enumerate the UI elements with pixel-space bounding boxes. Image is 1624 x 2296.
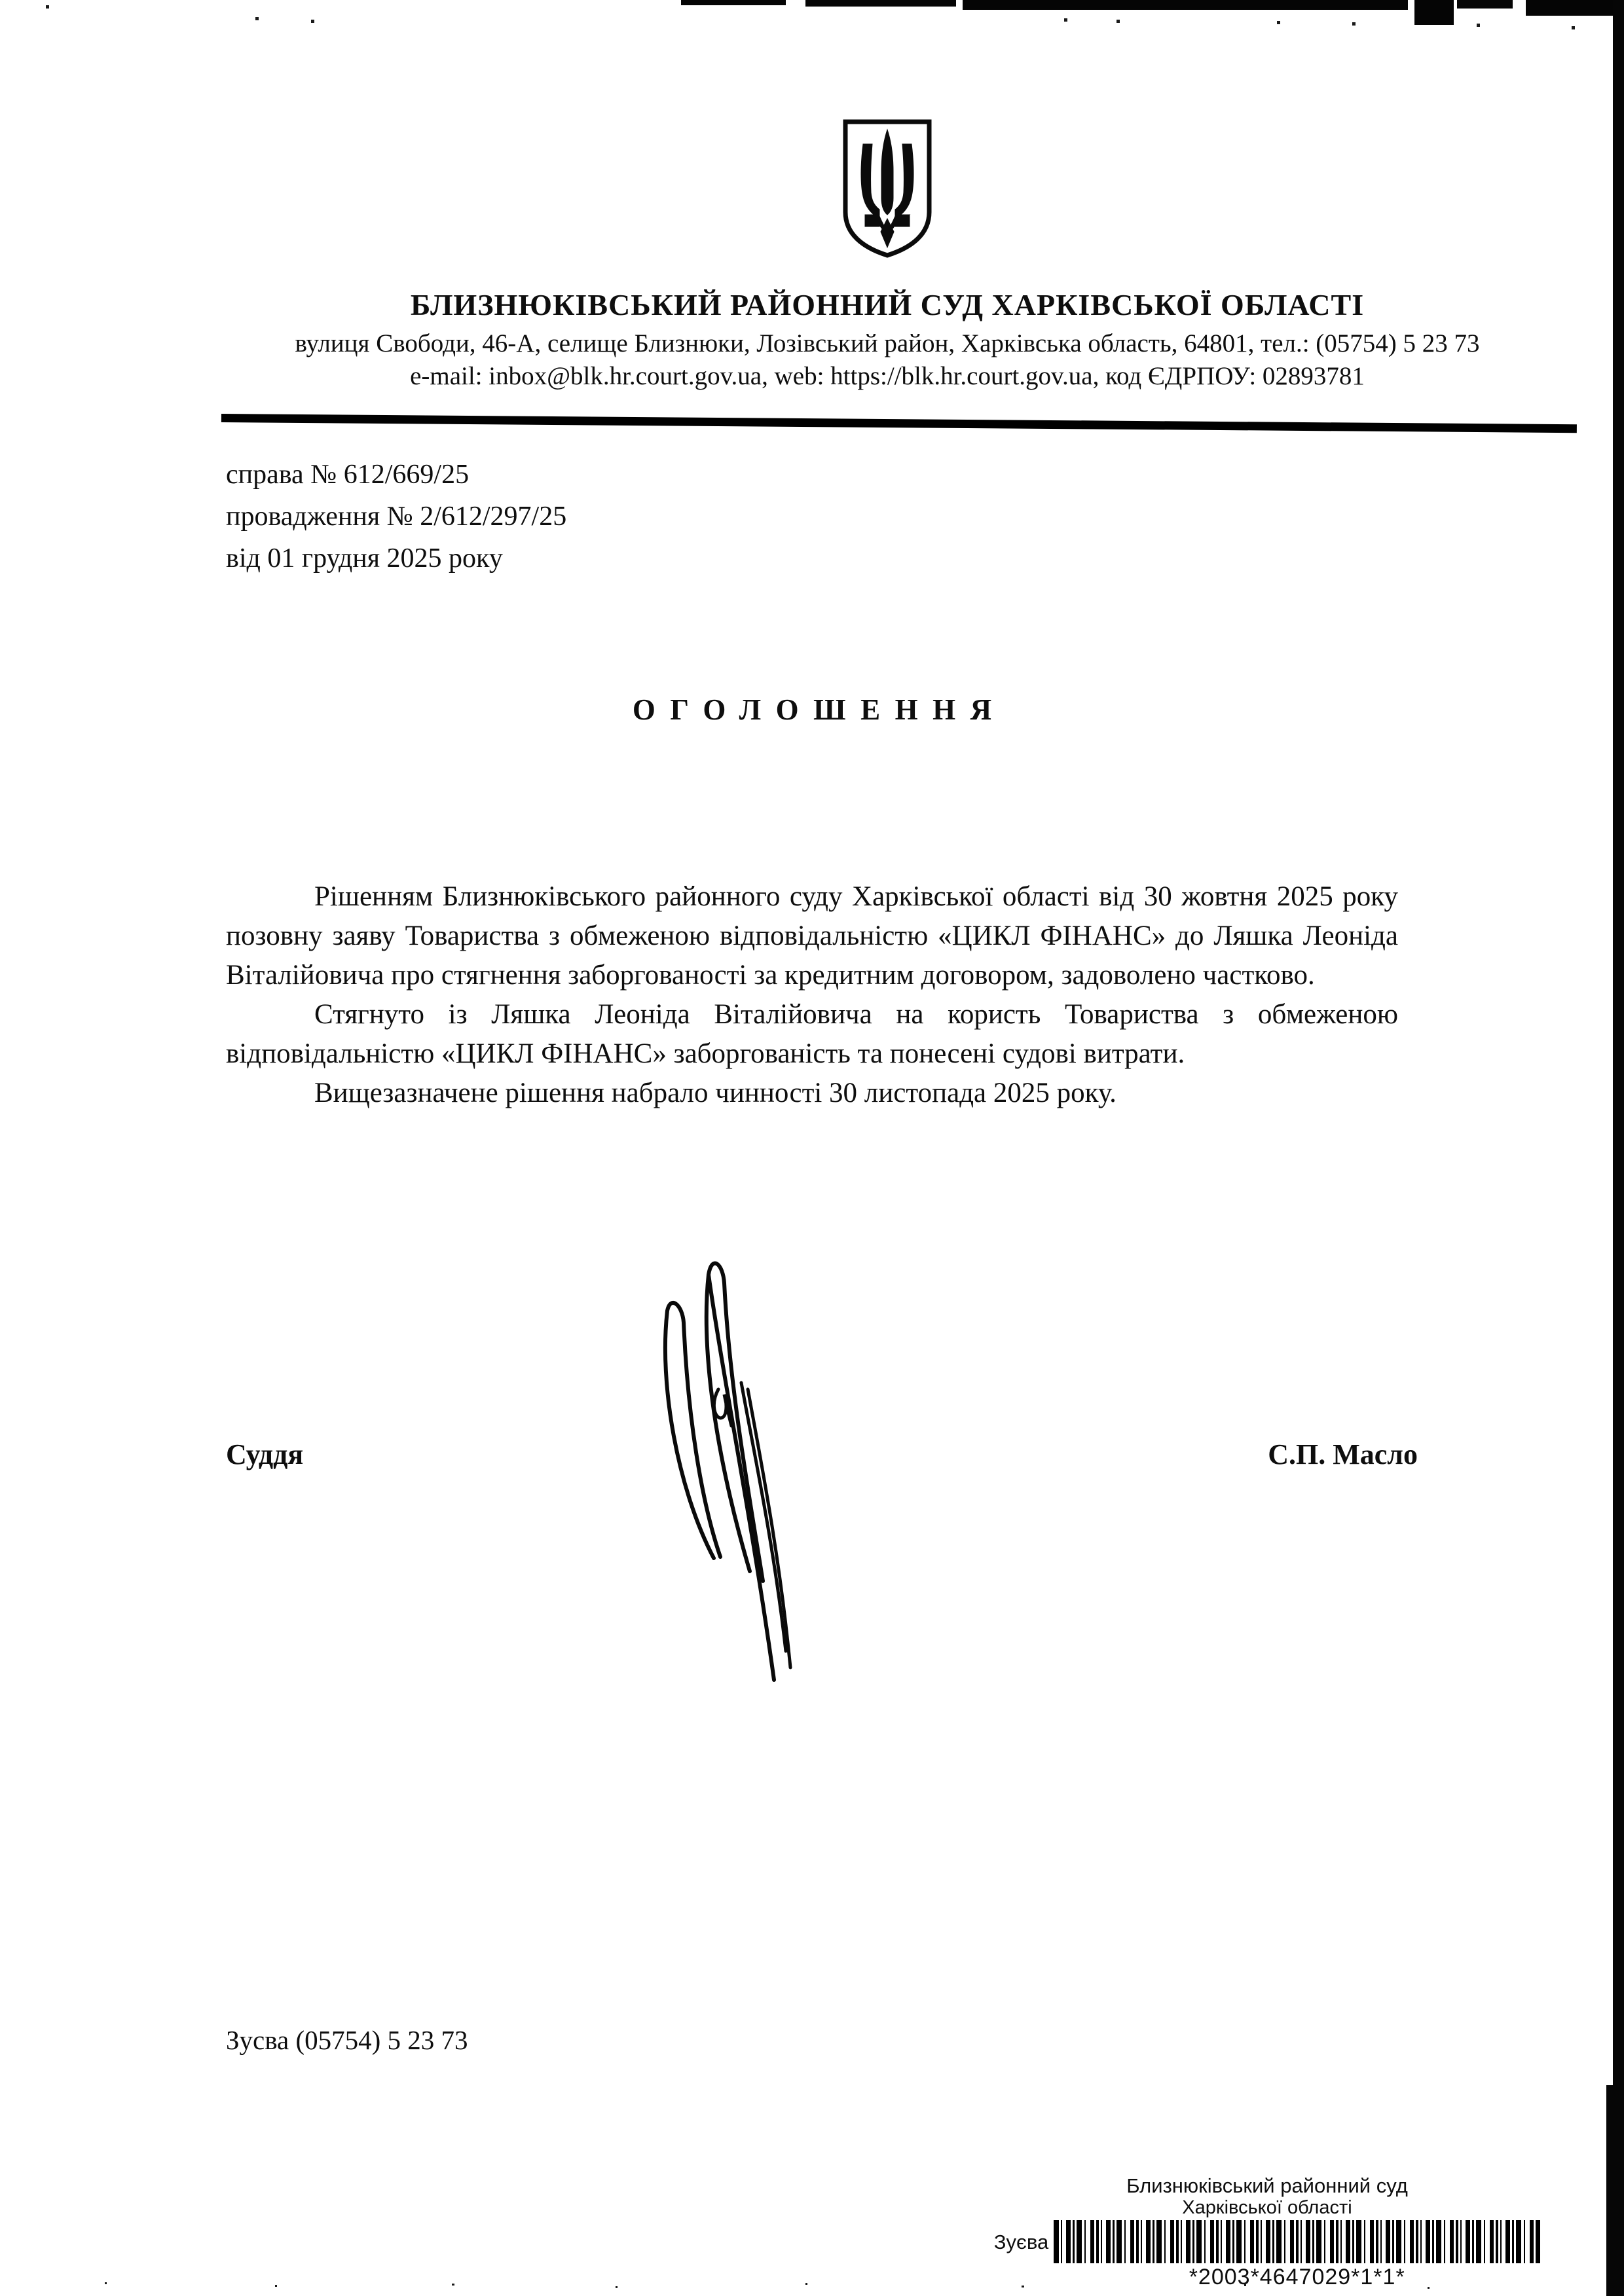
body-paragraph-recovery: Стягнуто із Ляшка Леоніда Віталійовича на користь Товариства з обмеженою відповідальністю «ЦИКЛ ФІНАНС» заборгованість та понесені судові витрати. [226,999,1398,1069]
court-address-line: вулиця Свободи, 46-А, селище Близнюки, Лозівський район, Харківська область, 64801, тел.: (05754) 5 23 73 [295,329,1480,357]
document-date-line: від 01 грудня 2025 року [226,543,503,574]
case-info-block [226,454,566,579]
court-name: БЛИЗНЮКІВСЬКИЙ РАЙОННИЙ СУД ХАРКІВСЬКОЇ ОБЛАСТІ [410,288,1365,321]
handwritten-signature-icon [602,1218,838,1715]
clerk-phone-line: Зусва (05754) 5 23 73 [226,2025,468,2055]
registration-stamp [936,2175,1598,2290]
footer-court-name-line1: Близнюківський районний суд [1126,2174,1408,2197]
case-number-line: справа № 612/669/25 [226,460,470,490]
barcode-icon [1054,2220,1540,2263]
body-paragraph-decision: Рішенням Близнюківського районного суду Харківської області від 30 жовтня 2025 року позовну заяву Товариства з обмеженою відповідальністю «ЦИКЛ ФІНАНС» до Ляшка Леоніда Віталійовича про стягнення заборгованості за кредитним договором, задоволено частково. [226,881,1398,991]
judge-role-label: Суддя [226,1438,304,1470]
announcement-title: ОГОЛОШЕННЯ [632,693,1006,726]
footer-clerk-name: Зуєва [993,2231,1049,2253]
body-paragraph-effective-date: Вищезазначене рішення набрало чинності 30 листопада 2025 року. [314,1078,1116,1108]
proceeding-number-line: провадження № 2/612/297/25 [226,501,567,532]
announcement-body [226,877,1398,1113]
header-separator-line [221,414,1577,433]
court-letterhead [157,119,1617,393]
judge-name: С.П. Масло [1268,1438,1418,1470]
ukraine-trident-emblem-icon [841,119,933,258]
barcode-text: *2003*4647029*1*1* [1189,2265,1405,2289]
court-contacts-line: e-mail: inbox@blk.hr.court.gov.ua, web: https://blk.hr.court.gov.ua, код ЄДРПОУ: 02893781 [410,362,1365,390]
footer-court-name-line2: Харківської області [1182,2197,1352,2218]
scan-artifact-right-edge-bottom [1606,2085,1624,2296]
